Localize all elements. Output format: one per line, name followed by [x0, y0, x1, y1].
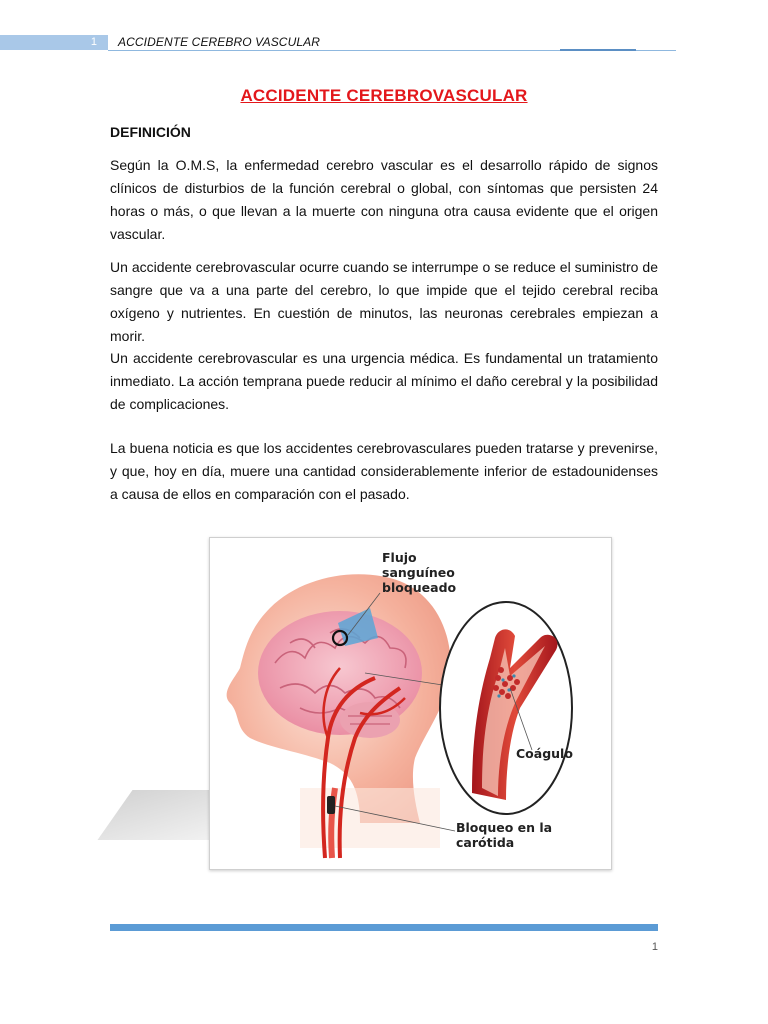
header-rule-accent [560, 49, 636, 51]
stroke-illustration [209, 537, 612, 870]
paragraph: Según la O.M.S, la enfermedad cerebro vascular es el desarrollo rápido de signos clínicos de disturbios de la función cerebral o global, con síntomas que persisten 24 horas o más, o que llevan a la muerte con ninguna otra causa evidente que el origen vascular. [110, 157, 658, 242]
label-clot: Coágulo [516, 746, 573, 761]
header-page-number: 1 [0, 35, 108, 50]
document-title: ACCIDENTE CEREBROVASCULAR [240, 86, 528, 105]
label-blocked-flow-line2: sanguíneo [382, 565, 455, 580]
label-carotid-line1: Bloqueo en la [456, 820, 553, 835]
paragraph: La buena noticia es que los accidentes cerebrovasculares pueden tratarse y prevenirse, y que, hoy en día, muere una cantidad considerablemente inferior de estadounidenses a causa de ellos en comparación con el pasado. [110, 440, 658, 502]
section-heading: DEFINICIÓN [110, 124, 191, 140]
footer-bar [110, 924, 658, 931]
label-carotid-line2: carótida [456, 835, 515, 850]
label-blocked-flow [382, 550, 456, 595]
label-blocked-flow-line3: bloqueado [382, 580, 457, 595]
paragraph: Un accidente cerebrovascular es una urgencia médica. Es fundamental un tratamiento inmediato. La acción temprana puede reducir al mínimo el daño cerebral y la posibilidad de complicaciones. [110, 350, 658, 412]
label-carotid-block [456, 820, 552, 850]
footer-page-number: 1 [651, 941, 658, 953]
paragraph: Un accidente cerebrovascular ocurre cuando se interrumpe o se reduce el suministro de sangre que va a una parte del cerebro, lo que impide que el tejido cerebral reciba oxígeno y nutrientes. En cuestión de minutos, las neuronas cerebrales empiezan a morir. [110, 259, 658, 344]
header-running-title: ACCIDENTE CEREBRO VASCULAR [118, 35, 320, 49]
label-blocked-flow-line1: Flujo [382, 550, 417, 565]
